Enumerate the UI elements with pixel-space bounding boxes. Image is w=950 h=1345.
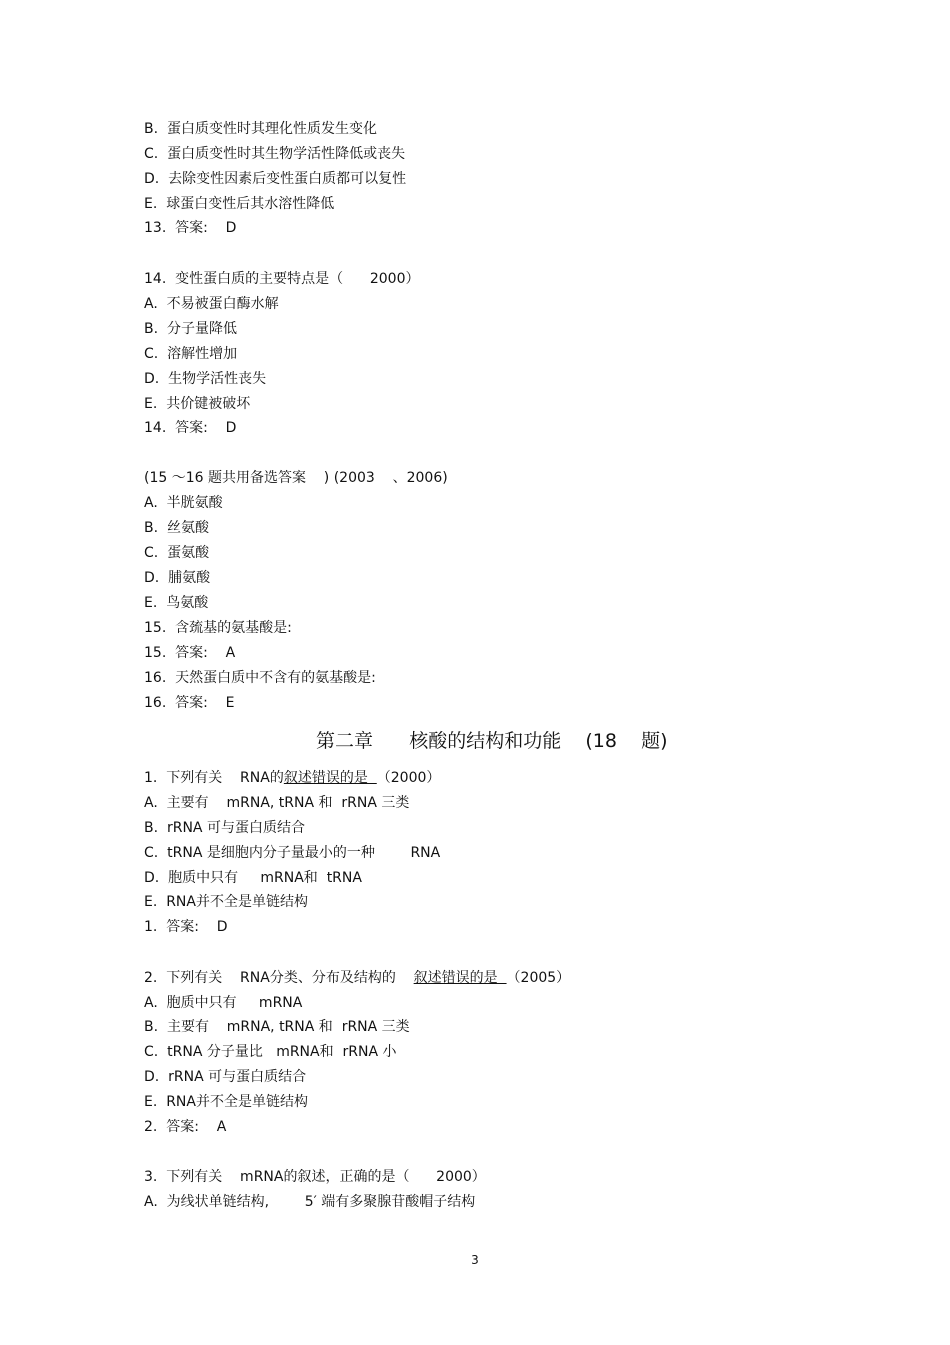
answer-line: 1. 答案: D xyxy=(144,919,228,935)
shared-options-header: (15 ～16 题共用备选答案 ) (2003 、2006) xyxy=(144,470,448,486)
option-line: E. RNA并不全是单链结构 xyxy=(144,894,308,910)
question-text: 2. 下列有关 RNA分类、分布及结构的 xyxy=(144,970,414,986)
option-line: A. 为线状单链结构, 5′ 端有多聚腺苷酸帽子结构 xyxy=(144,1194,476,1210)
underlined-text: 叙述错误的是 xyxy=(283,770,377,786)
option-line: B. 蛋白质变性时其理化性质发生变化 xyxy=(144,121,377,137)
option-line: B. rRNA 可与蛋白质结合 xyxy=(144,820,305,836)
option-line: C. 蛋氨酸 xyxy=(144,545,210,561)
chapter-heading: 第二章 核酸的结构和功能 (18 题) xyxy=(316,730,668,752)
option-line: E. 球蛋白变性后其水溶性降低 xyxy=(144,196,335,212)
option-line: A. 半胱氨酸 xyxy=(144,495,223,511)
option-line: A. 不易被蛋白酶水解 xyxy=(144,296,279,312)
option-line: C. tRNA 是细胞内分子量最小的一种 RNA xyxy=(144,845,441,861)
question-line: 14. 变性蛋白质的主要特点是（ 2000） xyxy=(144,271,420,287)
option-line: E. RNA并不全是单链结构 xyxy=(144,1094,308,1110)
option-line: A. 胞质中只有 mRNA xyxy=(144,995,303,1011)
question-line: 15. 含巯基的氨基酸是: xyxy=(144,620,292,636)
option-line: B. 分子量降低 xyxy=(144,321,237,337)
option-line: D. 去除变性因素后变性蛋白质都可以复性 xyxy=(144,171,407,187)
option-line: A. 主要有 mRNA, tRNA 和 rRNA 三类 xyxy=(144,795,410,811)
option-line: D. 脯氨酸 xyxy=(144,570,211,586)
option-line: D. 胞质中只有 mRNA和 tRNA xyxy=(144,870,362,886)
question-line: 16. 天然蛋白质中不含有的氨基酸是: xyxy=(144,670,376,686)
option-line: C. 溶解性增加 xyxy=(144,346,238,362)
option-line: B. 丝氨酸 xyxy=(144,520,209,536)
option-line: E. 鸟氨酸 xyxy=(144,595,209,611)
question-text: 1. 下列有关 RNA的 xyxy=(144,770,284,786)
underlined-text: 叙述错误的是 xyxy=(413,970,507,986)
option-line: D. rRNA 可与蛋白质结合 xyxy=(144,1069,307,1085)
answer-line: 15. 答案: A xyxy=(144,645,236,661)
question-year: （2005） xyxy=(506,970,571,986)
option-line: C. tRNA 分子量比 mRNA和 rRNA 小 xyxy=(144,1044,397,1060)
option-line: D. 生物学活性丧失 xyxy=(144,371,267,387)
option-line: B. 主要有 mRNA, tRNA 和 rRNA 三类 xyxy=(144,1019,410,1035)
question-line xyxy=(144,769,440,787)
question-year: （2000） xyxy=(376,770,441,786)
answer-line: 13. 答案: D xyxy=(144,220,237,236)
answer-line: 16. 答案: E xyxy=(144,695,235,711)
question-line: 3. 下列有关 mRNA的叙述，正确的是（ 2000） xyxy=(144,1169,486,1185)
page-number: 3 xyxy=(471,1253,479,1267)
question-line xyxy=(144,969,570,987)
answer-line: 14. 答案: D xyxy=(144,420,237,436)
option-line: E. 共价键被破坏 xyxy=(144,396,251,412)
answer-line: 2. 答案: A xyxy=(144,1119,227,1135)
option-line: C. 蛋白质变性时其生物学活性降低或丧失 xyxy=(144,146,406,162)
